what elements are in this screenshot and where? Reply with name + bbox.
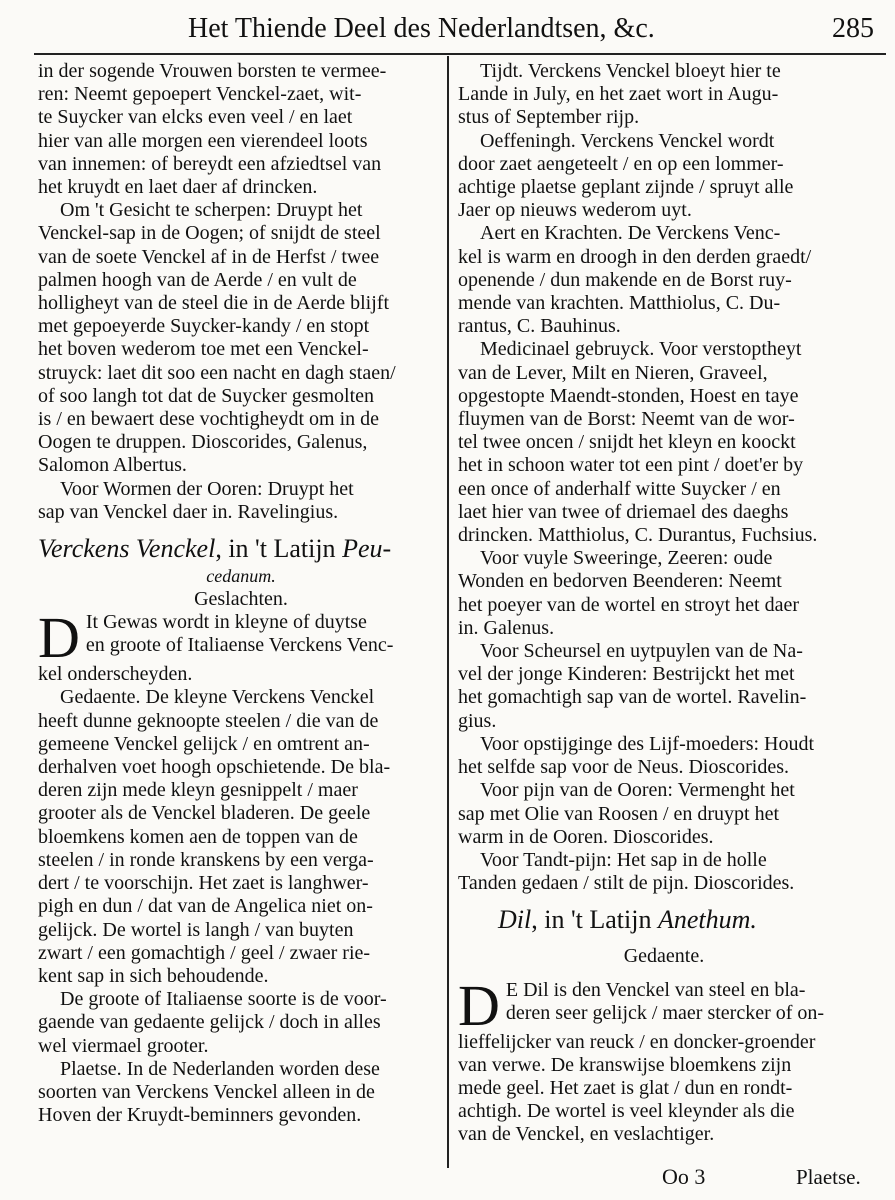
text-line: Jaer op nieuws wederom uyt.: [458, 199, 692, 222]
text-line: van de Venckel, en veslachtiger.: [458, 1123, 715, 1146]
running-title: Het Thiende Deel des Nederlandtsen, &c.: [188, 13, 655, 44]
column-divider: [447, 56, 449, 1168]
text-line: van de soete Venckel af in de Herfst / twee: [38, 245, 380, 268]
text-line: lieffelijcker van reuck / en doncker-groender: [458, 1030, 816, 1053]
text-line: het kruydt en laet daer af drincken.: [38, 176, 318, 199]
text-line: Aert en Krachten. De Verckens Venc-: [480, 222, 781, 245]
text-line: gemeene Venckel gelijck / en omtrent an-: [38, 732, 370, 755]
text-line: Voor Wormen der Ooren: Druypt het: [60, 477, 354, 500]
text-line: Salomon Albertus.: [38, 454, 187, 477]
text-line: of soo langh tot dat de Suycker gesmolten: [38, 384, 375, 407]
text-line: en groote of Italiaense Verckens Venc-: [85, 634, 394, 657]
text-line: door zaet aengeteelt / en op een lommer-: [458, 152, 784, 175]
drop-cap: D: [38, 605, 80, 671]
text-line: holligheyt van de steel die in de Aerde blijft: [38, 292, 390, 315]
text-line: mende van krachten. Matthiolus, C. Du-: [458, 292, 781, 315]
text-line: het selfde sap voor de Neus. Dioscorides.: [458, 756, 790, 779]
text-line: stus of September rijp.: [458, 106, 640, 129]
gedaente-label: Gedaente.: [623, 945, 705, 968]
catchword: Plaetse.: [796, 1165, 861, 1189]
text-line: wel viermael grooter.: [38, 1034, 209, 1057]
text-line: deren zijn mede kleyn gesnippelt / maer: [38, 779, 358, 802]
text-line: het gomachtigh sap van de wortel. Ravelin-: [458, 686, 807, 709]
paragraph-geslachten: [38, 605, 444, 686]
text-line: Venckel-sap in de Oogen; of snijdt de steel: [38, 222, 381, 245]
geslachten-label: Geslachten.: [194, 588, 288, 611]
text-line: Medicinael gebruyck. Voor verstoptheyt: [480, 338, 802, 361]
paragraph-tandtpijn: [458, 849, 870, 895]
text-line: achtigh. De wortel is veel kleynder als die: [458, 1100, 795, 1123]
text-line: struyck: laet dit soo een nacht en dagh staen/: [38, 361, 396, 384]
text-line: het boven wederom toe met een Venckel-: [38, 338, 369, 361]
text-line: Oeffeningh. Verckens Venckel wordt: [480, 129, 775, 152]
text-line: een once of anderhalf witte Suycker / en: [458, 477, 781, 500]
drop-cap: D: [458, 972, 500, 1038]
paragraph-ooren: [458, 779, 870, 849]
text-line: Tanden gedaen / stilt de pijn. Dioscorides.: [458, 872, 795, 895]
section-heading-verckens-venckel: [38, 534, 444, 564]
text-line: Plaetse. In de Nederlanden worden dese: [60, 1057, 380, 1080]
text-line: hier van alle morgen een vierendeel loots: [38, 129, 368, 152]
paragraph-lijfmoeders: [458, 733, 870, 779]
text-line: De groote of Italiaense soorte is de voor-: [60, 988, 387, 1011]
paragraph-dil: [458, 972, 870, 1147]
text-line: gius.: [458, 709, 497, 732]
text-line: derhalven voet hoogh opschietende. De bla-: [38, 756, 391, 779]
heading-latin: Peu-: [342, 534, 392, 564]
text-line: laet hier van twee of driemael des daeghs: [458, 500, 789, 523]
text-line: soorten van Verckens Venckel alleen in de: [38, 1080, 375, 1103]
text-line: het poeyer van de wortel en stroyt het daer: [458, 593, 799, 616]
text-line: Tijdt. Verckens Venckel bloeyt hier te: [480, 60, 781, 82]
text-line: Voor Scheursel en uytpuylen van de Na-: [480, 640, 803, 663]
text-line: sap met Olie van Roosen / en druypt het: [458, 802, 780, 825]
text-line: It Gewas wordt in kleyne of duytse: [85, 611, 367, 634]
paragraph-eyes: [38, 199, 444, 477]
heading-mid: , in 't Latijn: [215, 534, 343, 564]
paragraph-ears: [38, 478, 444, 524]
paragraph-scheursel: [458, 640, 870, 733]
text-line: van de Lever, Milt en Nieren, Graveel,: [458, 361, 768, 384]
text-line: met gepoeyerde Suycker-kandy / en stopt: [38, 315, 370, 338]
text-line: Voor pijn van de Ooren: Vermenght het: [480, 779, 795, 802]
text-line: kel onderscheyden.: [38, 663, 193, 686]
heading-mid: , in 't Latijn: [531, 905, 658, 935]
paragraph-groote: [38, 988, 444, 1058]
text-line: steelen / in ronde kranskens by een verga-: [38, 848, 374, 871]
text-line: openende / dun makende en de Borst ruy-: [458, 268, 792, 291]
text-line: het in schoon water tot een pint / doet'er by: [458, 454, 804, 477]
text-line: bloemkens komen aen de toppen van de: [38, 825, 358, 848]
text-line: Hoven der Kruydt-beminners gevonden.: [38, 1104, 362, 1127]
section-heading-dil: [458, 905, 870, 935]
heading-name: Verckens Venckel: [38, 534, 216, 564]
text-line: in der sogende Vrouwen borsten te vermee-: [38, 60, 387, 82]
text-line: in. Galenus.: [458, 616, 555, 639]
text-line: gaende van gedaente gelijck / doch in alles: [38, 1011, 381, 1034]
paragraph-medicinael: [458, 338, 870, 547]
text-line: heeft dunne geknoopte steelen / die van de: [38, 709, 379, 732]
text-line: van verwe. De kranswijse bloemkens zijn: [458, 1053, 792, 1076]
text-line: te Suycker van elcks even veel / en laet: [38, 106, 353, 129]
paragraph-gedaente: [38, 686, 444, 988]
paragraph-plaetse: [38, 1058, 444, 1128]
text-line: warm in de Ooren. Dioscorides.: [458, 825, 714, 848]
paragraph-sweeringe: [458, 547, 870, 640]
text-line: Voor opstijginge des Lijf-moeders: Houdt: [480, 732, 815, 755]
text-line: opgestopte Maendt-stonden, Hoest en taye: [458, 384, 799, 407]
text-line: fluymen van de Borst: Neemt van de wor-: [458, 408, 795, 431]
paragraph-intro: [38, 60, 444, 199]
text-line: sap van Venckel daer in. Ravelingius.: [38, 500, 339, 523]
text-line: mede geel. Het zaet is glat / dun en rondt-: [458, 1076, 793, 1099]
right-column: [458, 60, 870, 1147]
text-line: achtige plaetse geplant zijnde / spruyt alle: [458, 176, 794, 199]
text-line: ren: Neemt gepoepert Venckel-zaet, wit-: [38, 83, 362, 106]
text-line: is / en bewaert dese vochtigheydt om in de: [38, 408, 380, 431]
text-line: rantus, C. Bauhinus.: [458, 315, 621, 338]
text-line: grooter als de Venckel bladeren. De geele: [38, 802, 371, 825]
text-line: Gedaente. De kleyne Verckens Venckel: [60, 686, 375, 709]
text-line: kent sap in sich behoudende.: [38, 964, 269, 987]
text-line: Voor Tandt-pijn: Het sap in de holle: [480, 848, 767, 871]
heading-latin-continuation: cedanum.: [206, 566, 276, 587]
text-line: kel is warm en droogh in den derden graedt/: [458, 245, 812, 268]
text-line: Oogen te druppen. Dioscorides, Galenus,: [38, 431, 368, 454]
text-line: palmen hoogh van de Aerde / en vult de: [38, 268, 357, 291]
text-line: vel der jonge Kinderen: Bestrijckt het met: [458, 663, 795, 686]
header-rule: [34, 53, 886, 55]
left-column: [38, 60, 444, 1127]
paragraph-oeffeningh: [458, 130, 870, 223]
text-line: Wonden en bedorven Beenderen: Neemt: [458, 570, 782, 593]
signature-mark: Oo 3: [662, 1164, 706, 1189]
text-line: tel twee oncen / snijdt het kleyn en koockt: [458, 431, 796, 454]
text-line: Om 't Gesicht te scherpen: Druypt het: [60, 199, 363, 222]
paragraph-tijdt: [458, 60, 870, 130]
text-line: zwart / een gomachtigh / geel / zwaer rie-: [38, 941, 371, 964]
text-line: dert / te voorschijn. Het zaet is langhwer-: [38, 872, 369, 895]
text-line: van innemen: of bereydt een afziedtsel van: [38, 152, 382, 175]
page-number: 285: [832, 13, 874, 44]
heading-latin: Anethum.: [657, 905, 757, 935]
paragraph-krachten: [458, 222, 870, 338]
text-line: gelijck. De wortel is langh / van buyten: [38, 918, 354, 941]
text-line: E Dil is den Venckel van steel en bla-: [505, 978, 806, 1001]
text-line: deren seer gelijck / maer stercker of on-: [505, 1001, 825, 1024]
text-line: drincken. Matthiolus, C. Durantus, Fuchsius.: [458, 524, 818, 547]
text-line: Lande in July, en het zaet wort in Augu-: [458, 83, 779, 106]
heading-name: Dil: [498, 905, 532, 935]
text-line: Voor vuyle Sweeringe, Zeeren: oude: [480, 547, 773, 570]
text-line: pigh en dun / dat van de Angelica niet on-: [38, 895, 373, 918]
